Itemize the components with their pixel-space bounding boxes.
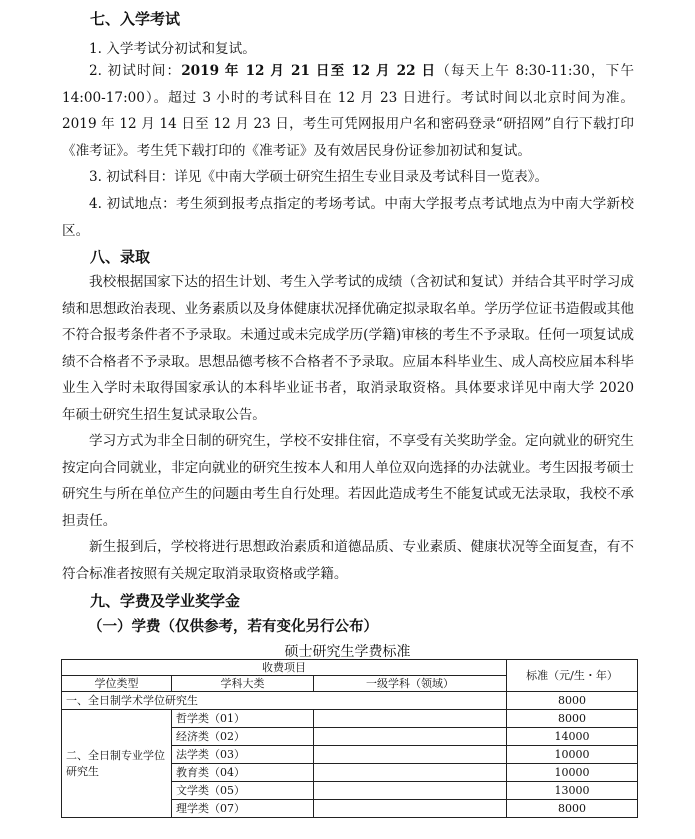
header-fee-items: 收费项目: [62, 660, 507, 676]
table-caption: 硕士研究生学费标准: [284, 644, 411, 660]
table-row-value: 10000: [507, 764, 638, 782]
table-row-category: 文学类（05）: [172, 782, 314, 800]
table-row-subject: [314, 710, 507, 728]
row-academic-degree: 一、全日制学术学位研究生: [62, 692, 507, 710]
table-row-value: 14000: [507, 728, 638, 746]
table-row-subject: [314, 746, 507, 764]
sec8-paragraph-3: 新生报到后，学校将进行思想政治素质和道德品质、专业素质、健康状况等全面复查，有不符合标准者按照有关规定取消录取资格或学籍。: [62, 539, 634, 582]
table-row-subject: [314, 728, 507, 746]
exam-date: 2019 年 12 月 21 日至 12 月 22 日: [181, 63, 437, 79]
table-row-value: 10000: [507, 746, 638, 764]
exam-time-detail: （每天上午 8:30-11:30，下午 14:00-17:00）。超过 3 小时的考试科目在 12 月 23 日进行。考试时间以北京时间为准。2019 年 12 月 14 日至 12 月 23 日，考生可凭网报用户名和密码登录“研招网”自行下载打印《准考证》。考生凭下载打印的《准考证》及有效居民身份证参加初试和复试。: [62, 63, 634, 159]
table-row-value: 13000: [507, 782, 638, 800]
table-row-category: 教育类（04）: [172, 764, 314, 782]
header-degree-type: 学位类型: [62, 676, 172, 692]
section-9-heading: 九、学费及学业奖学金: [90, 592, 241, 610]
sec7-paragraph-4: 4. 初试地点：考生须到报考点指定的考场考试。中南大学报考点考试地点为中南大学新校区。: [62, 196, 634, 239]
header-discipline-category: 学科大类: [172, 676, 314, 692]
table-row-subject: [314, 782, 507, 800]
table-row-subject: [314, 800, 507, 818]
table-row-category: 法学类（03）: [172, 746, 314, 764]
section-7-heading: 七、入学考试: [90, 10, 181, 28]
table-row-category: 理学类（07）: [172, 800, 314, 818]
table-row-category: 哲学类（01）: [172, 710, 314, 728]
table-row-category: 经济类（02）: [172, 728, 314, 746]
tuition-table: [61, 659, 638, 818]
header-standard: 标准（元/生・年）: [507, 660, 638, 692]
sec8-paragraph-2: 学习方式为非全日制的研究生，学校不安排住宿，不享受有关奖助学金。定向就业的研究生按定向合同就业，非定向就业的研究生按本人和用人单位双向选择的办法就业。考生因报考硕士研究生与所在单位产生的问题由考生自行处理。若因此造成考生不能复试或无法录取，我校不承担责任。: [62, 433, 634, 529]
sec7-paragraph-3: 3. 初试科目：详见《中南大学硕士研究生招生专业目录及考试科目一览表》。: [89, 169, 549, 185]
table-row-value: 8000: [507, 800, 638, 818]
section-8-heading: 八、录取: [90, 248, 151, 266]
table-row-value: 8000: [507, 710, 638, 728]
row-academic-value: 8000: [507, 692, 638, 710]
sec7-paragraph-2: [62, 58, 634, 164]
table-row-subject: [314, 764, 507, 782]
sec7-paragraph-1: 1. 入学考试分初试和复试。: [89, 41, 256, 57]
tuition-subheading: （一）学费（仅供参考，若有变化另行公布）: [88, 618, 378, 635]
group-professional-degree: 二、全日制专业学位研究生: [62, 710, 172, 818]
header-first-level-subject: 一级学科（领域）: [314, 676, 507, 692]
sec8-paragraph-1: 我校根据国家下达的招生计划、考生入学考试的成绩（含初试和复试）并结合其平时学习成绩和思想政治表现、业务素质以及身体健康状况择优确定拟录取名单。学历学位证书造假或其他不符合报考条件者不予录取。未通过或未完成学历(学籍)审核的考生不予录取。任何一项复试成绩不合格者不予录取。思想品德考核不合格者不予录取。应届本科毕业生、成人高校应届本科毕业生入学时未取得国家承认的本科毕业证书者，取消录取资格。具体要求详见中南大学 2020 年硕士研究生招生复试录取公告。: [62, 274, 634, 423]
exam-time-label: 2. 初试时间：: [89, 63, 182, 79]
